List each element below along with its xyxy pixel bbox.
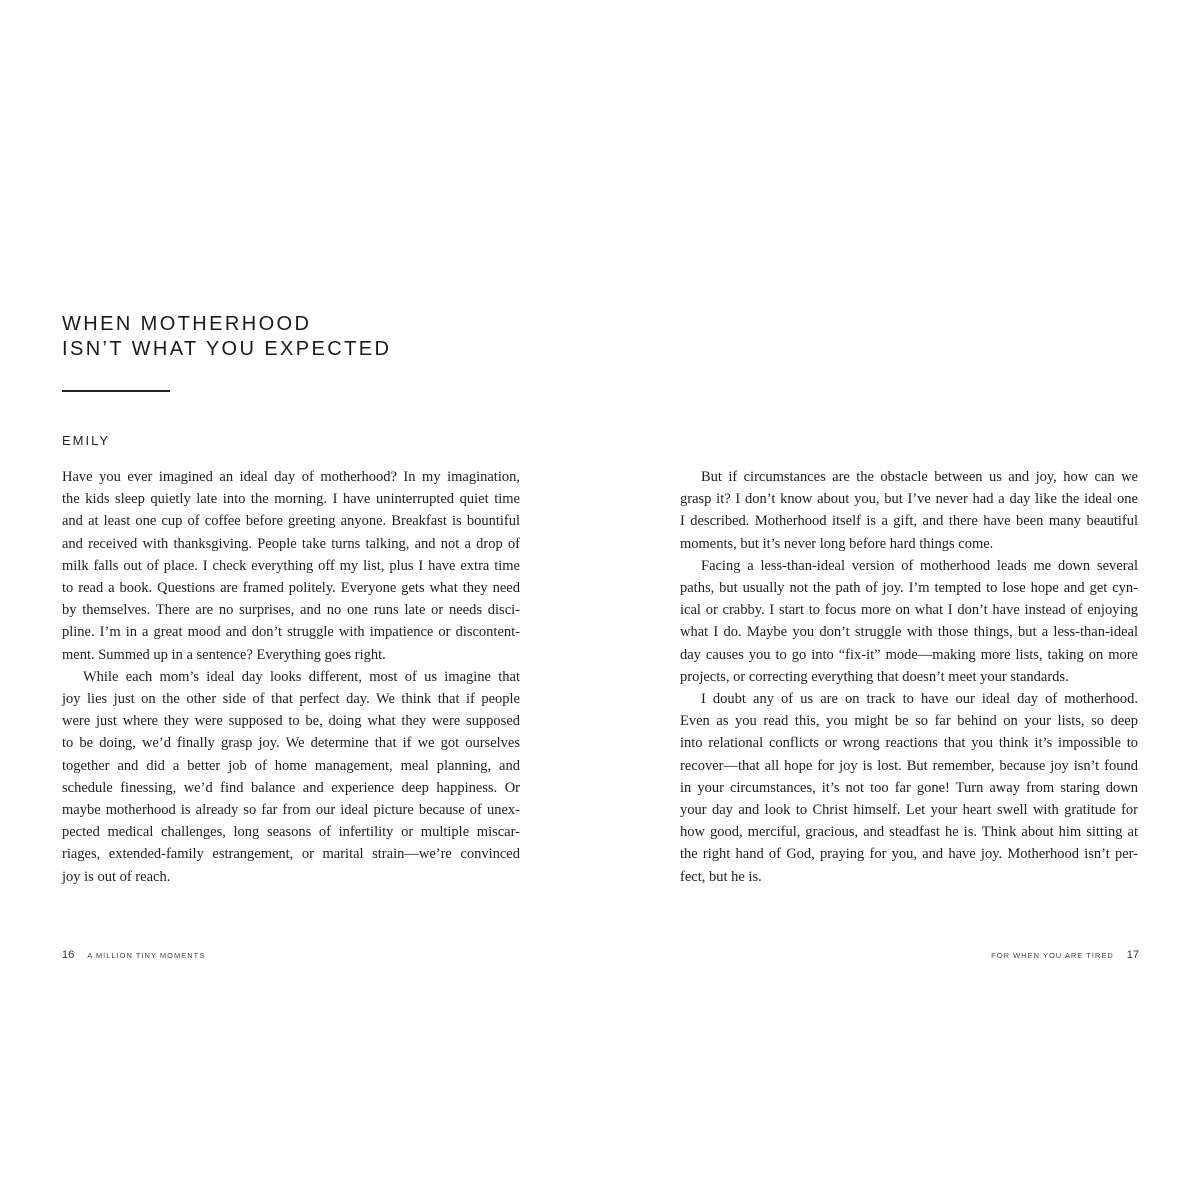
- paragraph: [62, 666, 520, 888]
- paragraph: [680, 466, 1138, 555]
- text-line: to read a book. Questions are framed politely. Everyone gets what they need: [62, 580, 520, 597]
- text-line: pline. I’m in a great mood and don’t struggle with impatience or discontent-: [62, 624, 520, 641]
- running-head: FOR WHEN YOU ARE TIRED: [991, 951, 1114, 960]
- text-line: the right hand of God, praying for you, and have joy. Motherhood isn’t per-: [680, 846, 1138, 863]
- text-line: how good, merciful, gracious, and steadfast he is. Think about him sitting at: [680, 824, 1138, 841]
- text-line: together and did a better job of home management, meal planning, and: [62, 757, 520, 774]
- right-page-body: [680, 466, 1138, 888]
- text-line: and received with thanksgiving. People take turns talking, and not a drop of: [62, 535, 520, 552]
- left-page-body: [62, 466, 520, 888]
- heading-rule: [62, 390, 170, 392]
- running-head: A MILLION TINY MOMENTS: [87, 951, 206, 960]
- text-line: were just where they were supposed to be, doing what they were supposed: [62, 713, 520, 730]
- text-line: Facing a less-than-ideal version of motherhood leads me down several: [701, 557, 1138, 574]
- paragraph: [680, 688, 1138, 888]
- text-line: I described. Motherhood itself is a gift, and there have been many beautiful: [680, 513, 1138, 530]
- text-line: milk falls out of place. I check everything off my list, plus I have extra time: [62, 557, 520, 574]
- text-line: in your circumstances, it’s not too far gone! Turn away from staring down: [680, 779, 1138, 796]
- text-line: ical or crabby. I start to focus more on what I don’t have instead of enjoying: [680, 602, 1138, 619]
- page-number: 17: [1126, 949, 1139, 961]
- text-line: by themselves. There are no surprises, and no one runs late or needs disci-: [62, 602, 520, 619]
- author-name: EMILY: [62, 433, 111, 448]
- paragraph: [680, 555, 1138, 688]
- text-line: joy lies just on the other side of that perfect day. We think that if people: [62, 691, 520, 708]
- chapter-heading: [62, 312, 391, 362]
- page-number: 16: [62, 949, 75, 961]
- paragraph: [62, 466, 520, 666]
- text-line: Have you ever imagined an ideal day of motherhood? In my imagination,: [62, 469, 520, 485]
- text-line: Even as you read this, you might be so far behind on your lists, so deep: [680, 713, 1138, 730]
- text-line: grasp it? I don’t know about you, but I’ve never had a day like the ideal one: [680, 491, 1138, 508]
- text-line: paths, but usually not the path of joy. I’m tempted to lose hope and get cyn-: [680, 580, 1138, 597]
- text-line: schedule finessing, we’d find balance and experience deep happiness. Or: [62, 779, 520, 796]
- text-line: fect, but he is.: [680, 868, 762, 885]
- text-line: ment. Summed up in a sentence? Everything goes right.: [62, 646, 386, 663]
- text-line: your day and look to Christ himself. Let your heart swell with gratitude for: [680, 802, 1138, 819]
- heading-line: ISN’T WHAT YOU EXPECTED: [62, 338, 392, 360]
- text-line: While each mom’s ideal day looks different, most of us imagine that: [83, 668, 520, 685]
- text-line: projects, or correcting everything that doesn’t meet your standards.: [680, 668, 1069, 685]
- text-line: joy is out of reach.: [62, 868, 171, 885]
- text-line: recover—that all hope for joy is lost. But remember, because joy isn’t found: [680, 757, 1138, 774]
- text-line: I doubt any of us are on track to have our ideal day of motherhood.: [701, 691, 1138, 708]
- text-line: moments, but it’s never long before hard things come.: [680, 535, 994, 552]
- text-line: maybe motherhood is already so far from our ideal picture because of unex-: [62, 802, 520, 819]
- text-line: what I do. Maybe you don’t struggle with those things, but a less-than-ideal: [680, 624, 1138, 641]
- right-page-footer: [991, 947, 1139, 963]
- left-page-footer: [62, 947, 205, 963]
- text-line: the kids sleep quietly late into the morning. I have uninterrupted quiet time: [62, 491, 520, 508]
- text-line: riages, extended-family estrangement, or marital strain—we’re convinced: [62, 846, 520, 863]
- text-line: to be doing, we’d finally grasp joy. We determine that if we got ourselves: [62, 735, 520, 752]
- heading-line: WHEN MOTHERHOOD: [62, 313, 312, 335]
- text-line: But if circumstances are the obstacle between us and joy, how can we: [701, 469, 1138, 485]
- text-line: day causes you to go into “fix-it” mode—making more lists, taking on more: [680, 646, 1138, 663]
- text-line: into relational conflicts or wrong reactions that you think it’s impossible to: [680, 735, 1138, 752]
- text-line: pected medical challenges, long seasons of infertility or multiple miscar-: [62, 824, 520, 841]
- text-line: and at least one cup of coffee before greeting anyone. Breakfast is bountiful: [62, 513, 520, 530]
